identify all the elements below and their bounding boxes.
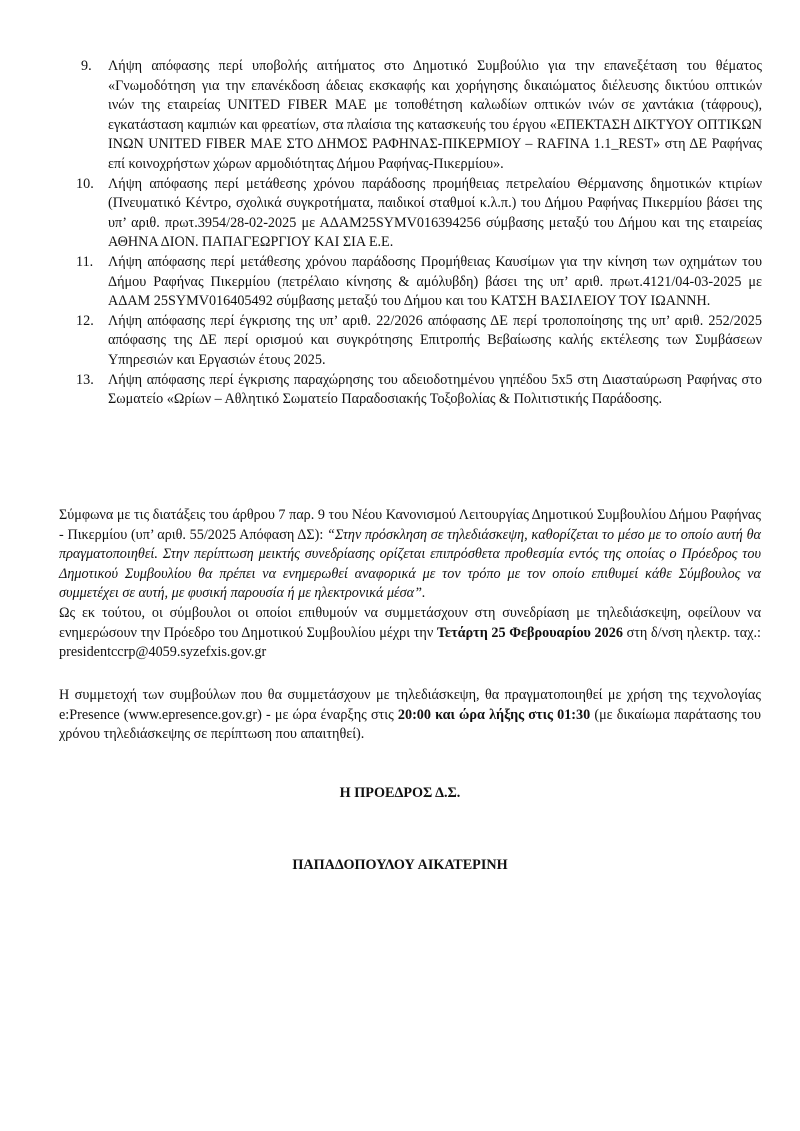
meeting-times: 20:00 και ώρα λήξης στις 01:30	[397, 706, 591, 723]
agenda-item	[76, 312, 762, 371]
agenda-item-number: 10.	[76, 175, 94, 192]
agenda-item-text: Λήψη απόφασης περί υποβολής αιτήματος στο Δημοτικό Συμβούλιο για την επανεξέταση του θέματος «Γνωμοδότηση για την επανέκδοση άδειας εκσκαφής και χορήγησης δικαιώματος διέλευσης δικτύου οπτικών ινών της εταιρείας UNITED FIBER MAE με τοποθέτηση καλωδίων οπτικών ινών σε χαντάκια (τάφρους), εγκατάσταση καμπιών και φρεατίων, στα πλαίσια της κατασκευής του έργου «ΕΠΕΚΤΑΣΗ ΔΙΚΤΥΟΥ ΟΠΤΙΚΩΝ ΙΝΩΝ UNITED FIBER MAE ΣΤΟ ΔΗΜΟΣ ΡΑΦΗΝΑΣ-ΠΙΚΕΡΜΙΟΥ – RAFINA 1.1_REST» στη ΔΕ Ραφήνας επί κοινοχρήστων χώρων αρμοδιότητας Δήμου Ραφήνας-Πικερμίου».	[108, 58, 762, 172]
agenda-item-text: Λήψη απόφασης περί μετάθεσης χρόνου παράδοσης προμήθειας πετρελαίου Θέρμανσης δημοτικών κτιρίων (Πνευματικό Κέντρο, σχολικά συγκροτήματα, παιδικοί σταθμοί κ.λ.π.) του Δήμου Ραφήνας Πικερμίου βάσει της υπ’ αριθ. πρωτ.3954/28-02-2025 με ΑΔΑΜ25SYMV016394256 σύμβασης μεταξύ του Δήμου και της εταιρείας ΑΘΗΝΑ ΔΙΟΝ. ΠΑΠΑΓΕΩΡΓΙΟΥ ΚΑΙ ΣΙΑ Ε.Ε.	[108, 175, 762, 251]
regulation-quote: “Στην πρόσκληση σε τηλεδιάσκεψη, καθορίζεται το μέσο με το οποίο αυτή θα πραγματοποιηθεί. Στην περίπτωση μεικτής συνεδρίασης ορίζεται επιπρόσθετα προθεσμία εντός της οποίας ο Πρόεδρος του Δημοτικού Συμβουλίου θα πρέπει να ενημερωθεί αναφορικά με τον τρόπο με τον οποίο επιθυμεί κάθε Σύμβουλος να συμμετέχει σε αυτή, με φυσική παρουσία ή με ηλεκτρονικά μέσα”.	[59, 526, 761, 602]
agenda-item	[76, 57, 762, 175]
agenda-item	[76, 175, 762, 253]
agenda-item-text: Λήψη απόφασης περί έγκρισης παραχώρησης του αδειοδοτημένου γηπέδου 5x5 στη Διασταύρωση Ραφήνας στο Σωματείο «Ωρίων – Αθλητικό Σωματείο Παραδοσιακής Τοξοβολίας & Πολιτιστικής Παράδοσης.	[108, 371, 762, 408]
president-email[interactable]: presidentccrp@4059.syzefxis.gov.gr	[59, 644, 267, 661]
regulation-paragraph	[59, 506, 761, 663]
signature-name: ΠΑΠΑΔΟΠΟΥΛΟΥ ΑΙΚΑΤΕΡΙΝΗ	[292, 857, 508, 873]
regulation-intro: Σύμφωνα με τις διατάξεις του άρθρου 7 παρ. 9 του Νέου Κανονισμού Λειτουργίας Δημοτικού Συμβουλίου Δήμου Ραφήνας - Πικερμίου (υπ’ αριθ. 55/2025 Απόφαση ΔΣ):	[59, 507, 761, 543]
agenda-item-text: Λήψη απόφασης περί έγκρισης της υπ’ αριθ. 22/2026 απόφασης ΔΕ περί τροποποίησης της υπ’ αριθ. 252/2025 απόφασης της ΔΕ περί ορισμού και συγκρότησης Επιτροπής Βεβαίωσης καλής εκτέλεσης των Συμβάσεων Υπηρεσιών και Εργασιών έτους 2025.	[108, 312, 762, 368]
agenda-item-text: Λήψη απόφασης περί μετάθεσης χρόνου παράδοσης Προμήθειας Καυσίμων για την κίνηση των οχημάτων του Δήμου Ραφήνας Πικερμίου (πετρέλαιο κίνησης & αμόλυβδη) βάσει της υπ’ αριθ. πρωτ.4121/04-03-2025 με ΑΔΑΜ 25SYMV016405492 σύμβασης μεταξύ του Δήμου και του ΚΑΤΣΗ ΒΑΣΙΛΕΙΟΥ ΤΟΥ ΙΩΑΝΝΗ.	[108, 253, 762, 310]
regulation-followup-after: στη δ/νση ηλεκτρ. ταχ.:	[622, 624, 761, 641]
participation-before: Η συμμετοχή των συμβούλων που θα συμμετάσχουν με τηλεδιάσκεψη, θα πραγματοποιηθεί με χρήση της τεχνολογίας e:Presence (	[59, 687, 761, 723]
participation-paragraph	[59, 686, 761, 745]
deadline-date: Τετάρτη 25 Φεβρουαρίου 2026	[436, 624, 623, 641]
agenda-item-number: 9.	[81, 58, 92, 74]
signature-title: Η ΠΡΟΕΔΡΟΣ Δ.Σ.	[339, 785, 461, 801]
agenda-item-number: 12.	[76, 312, 94, 329]
agenda-item-number: 13.	[76, 371, 94, 388]
participation-middle: ) - με ώρα έναρξης στις	[257, 706, 398, 723]
regulation-followup: Ως εκ τούτου, οι σύμβουλοι οι οποίοι επιθυμούν να συμμετάσχουν στη συνεδρίαση με τηλεδιάσκεψη, οφείλουν να ενημερώσουν την Πρόεδρο του Δημοτικού Συμβουλίου μέχρι την	[59, 604, 761, 641]
agenda-item	[76, 253, 762, 312]
participation-after: (με δικαίωμα παράτασης του χρόνου τηλεδιάσκεψης σε περίπτωση που απαιτηθεί).	[59, 706, 761, 743]
agenda-list	[76, 57, 762, 410]
epresence-url[interactable]: www.epresence.gov.gr	[128, 706, 258, 723]
agenda-item	[76, 371, 762, 410]
agenda-item-number: 11.	[76, 253, 94, 270]
